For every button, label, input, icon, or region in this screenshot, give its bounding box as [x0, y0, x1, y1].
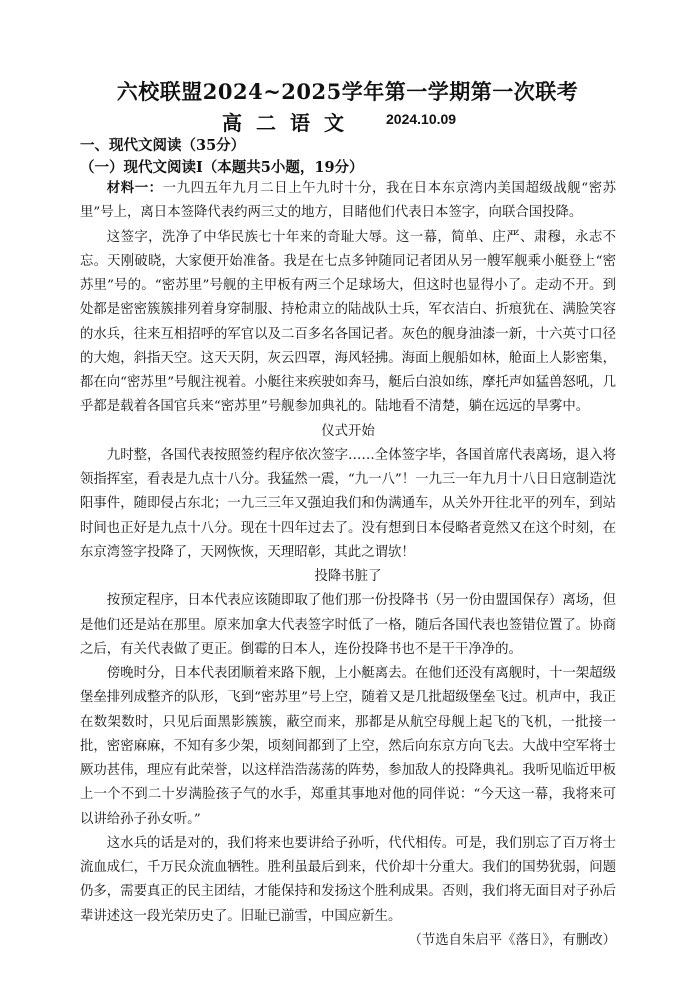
- source-note: （节选自朱启平《落日》，有删改）: [408, 932, 616, 948]
- subheading-dirty-document: 投降书脏了: [314, 569, 382, 584]
- subtitle-row: [0, 107, 695, 133]
- paragraph-4: 按预定程序，日本代表应该随即取了他们那一份投降书（另一份由盟国保存）离场，但是他们还是站在那里。原来加拿大代表签字时低了一格，随后各国代表也签错位置了。协商之后，有关代表做了更正。倒霉的日本人，连份投降书也不是干干净净的。: [80, 593, 616, 657]
- exam-date: 2024.10.09: [386, 111, 457, 127]
- subheading-ceremony-start: 仪式开始: [321, 423, 375, 439]
- material-label: 材料一：: [106, 180, 163, 196]
- paragraph-2: 这签字，洗净了中华民族七十年来的奇耻大辱。这一幕，简单、庄严、肃穆，永志不忘。天刚破晓，大家便开始准备。我是在七点多钟随同记者团从另一艘军舰乘小艇登上“密苏里”号的。“密苏里”号舰的主甲板有两三个足球场大，但这时也显得小了。走动不开。到处都是密密簇簇排列着身穿制服、持枪肃立的陆战队士兵，军衣洁白、折痕犹在、满脸笑容的水兵，往来互相招呼的军官以及二百多名各国记者。灰色的舰身油漆一新，十六英寸口径的大炮，斜指天空。这天天阴，灰云四罩，海风轻拂。海面上舰船如林，舱面上人影密集，都在向“密苏里”号舰注视着。小艇往来疾驶如奔马，艇后白浪如练，摩托声如猛兽怒吼，几乎都是载着各国官兵来“密苏里”号舰参加典礼的。陆地看不清楚，躺在远远的旱雾中。: [80, 229, 616, 415]
- paragraph-1-text: 一九四五年九月二日上午九时十分，我在日本东京湾内美国超级战舰“密苏里”号上，离日本签降代表约两三丈的地方，目睹他们代表日本签字，向联合国投降。: [80, 181, 617, 221]
- sub-section-heading: （一）现代文阅读Ⅰ（本题共5小题，19分）: [80, 159, 364, 176]
- exam-title: 六校联盟2024~2025学年第一学期第一次联考: [116, 79, 579, 104]
- paragraph-3: 九时整，各国代表按照签约程序依次签字……全体签字毕，各国首席代表离场，退入将领指挥室，看表是九点十八分。我猛然一震，“九一八”！一九三一年九月十八日日寇制造沈阳事件，随即侵占东北；一九三三年又强迫我们和伪满通车，从关外开往北平的列车，到站时间也正好是九点十八分。现在十四年过去了。没有想到日本侵略者竟然又在这个时刻，在东京湾签字投降了，天网恢恢，天理昭彰，其此之谓欤！: [80, 447, 616, 560]
- paragraph-1: [80, 176, 616, 226]
- paragraph-5: 傍晚时分，日本代表团顺着来路下舰，上小艇离去。在他们还没有离舰时，十一架超级堡垒排列成整齐的队形，飞到“密苏里”号上空，随着又是几批超级堡垒飞过。机声中，我正在数架数时，只见后面黑影簇簇，蔽空而来，那都是从航空母舰上起飞的飞机，一批接一批，密密麻麻，不知有多少架，顷刻间都到了上空，然后向东京方向飞去。大战中空军将士厥功甚伟，理应有此荣誉，以这样浩浩荡荡的阵势，参加敌人的投降典礼。我听见临近甲板上一个不到二十岁满脸孩子气的水手，郑重其事地对他的同伴说：“今天这一幕，我将来可以讲给孙子孙女听。”: [80, 666, 616, 827]
- passage-body: [80, 176, 616, 953]
- section-heading: 一、现代文阅读（35分）: [80, 137, 246, 154]
- subject-title: 高二语文: [222, 111, 358, 135]
- paragraph-6: 这水兵的话是对的，我们将来也要讲给子孙听，代代相传。可是，我们别忘了百万将士流血成仁，千万民众流血牺牲。胜利虽最后到来，代价却十分重大。我们的国势犹弱，问题仍多，需要真正的民主团结，才能保持和发扬这个胜利成果。否则，我们将无面目对子孙后辈讲述这一段光荣历史了。旧耻已湔雪，中国应新生。: [80, 835, 616, 924]
